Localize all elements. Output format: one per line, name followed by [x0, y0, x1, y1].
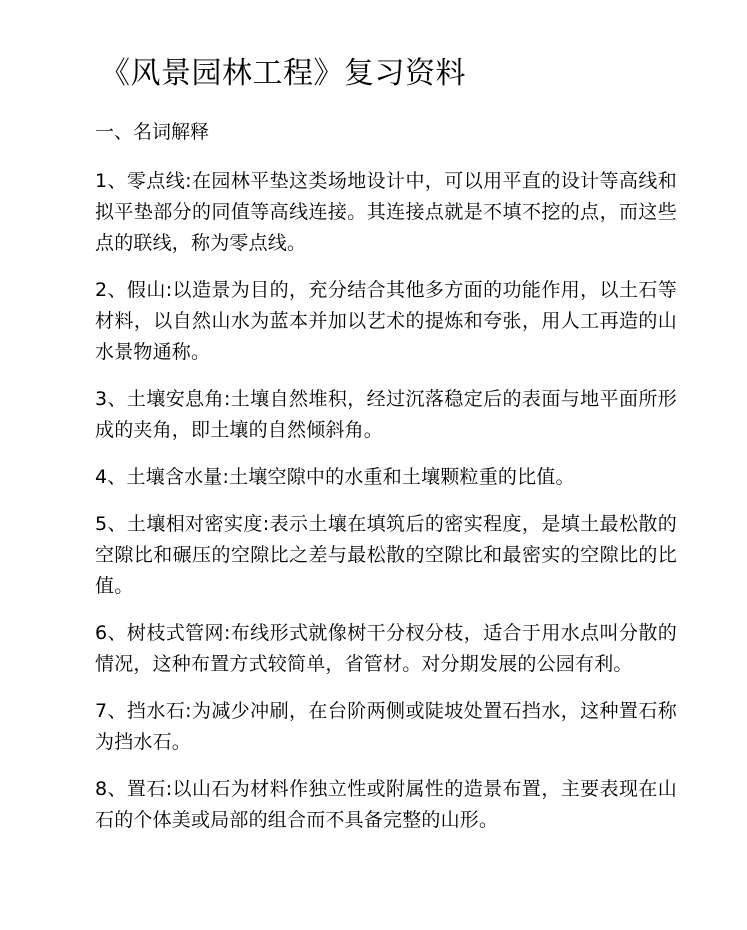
term-definition-list — [95, 166, 677, 852]
term-entry-3: 3、土壤安息角:土壤自然堆积，经过沉落稳定后的表面与地平面所形成的夹角，即土壤的自然倾斜角。 — [95, 388, 677, 441]
term-entry-8: 8、置石:以山石为材料作独立性或附属性的造景布置，主要表现在山石的个体美或局部的组合而不具备完整的山形。 — [95, 778, 677, 831]
term-entry-1: 1、零点线:在园林平垫这类场地设计中，可以用平直的设计等高线和拟平垫部分的同值等高线连接。其连接点就是不填不挖的点，而这些点的联线，称为零点线。 — [95, 170, 677, 254]
term-entry-6: 6、树枝式管网:布线形式就像树干分杈分枝，适合于用水点叫分散的情况，这种布置方式较简单，省管材。对分期发展的公园有利。 — [95, 622, 677, 675]
term-entry-5: 5、土壤相对密实度:表示土壤在填筑后的密实程度，是填土最松散的空隙比和碾压的空隙比之差与最松散的空隙比和最密实的空隙比的比值。 — [95, 513, 677, 597]
term-entry-7: 7、挡水石:为减少冲刷，在台阶两侧或陡坡处置石挡水，这种置石称为挡水石。 — [95, 700, 677, 753]
term-entry-4: 4、土壤含水量:土壤空隙中的水重和土壤颗粒重的比值。 — [95, 466, 575, 488]
document-title: 《风景园林工程》复习资料 — [100, 56, 466, 91]
term-entry-2: 2、假山:以造景为目的，充分结合其他多方面的功能作用，以土石等材料，以自然山水为蓝本并加以艺术的提炼和夸张，用人工再造的山水景物通称。 — [95, 279, 677, 363]
section-heading: 一、名词解释 — [95, 121, 210, 143]
